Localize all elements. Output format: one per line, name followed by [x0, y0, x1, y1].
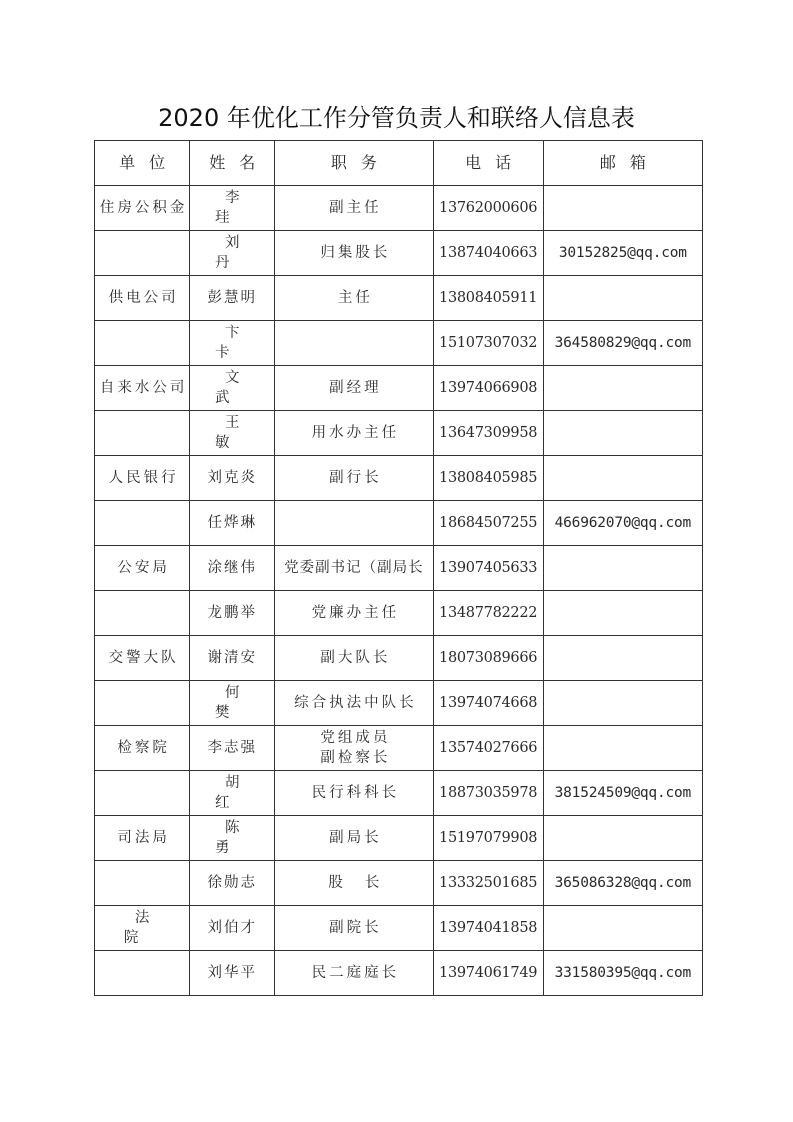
cell-unit — [95, 591, 190, 636]
cell-email — [543, 726, 702, 771]
cell-email — [543, 906, 702, 951]
table-row — [95, 501, 703, 546]
cell-name: 陈勇 — [190, 816, 275, 861]
cell-title: 副经理 — [275, 366, 433, 411]
cell-phone: 13647309958 — [433, 411, 543, 456]
cell-title: 副大队长 — [275, 636, 433, 681]
cell-phone: 13808405985 — [433, 456, 543, 501]
cell-title: 归集股长 — [275, 231, 433, 276]
cell-phone: 13974074668 — [433, 681, 543, 726]
cell-email: 30152825@qq.com — [543, 231, 702, 276]
cell-email: 331580395@qq.com — [543, 951, 702, 996]
cell-unit — [95, 951, 190, 996]
cell-title: 民二庭庭长 — [275, 951, 433, 996]
cell-unit: 住房公积金 — [95, 186, 190, 231]
table-row — [95, 636, 703, 681]
table-row — [95, 591, 703, 636]
cell-email — [543, 681, 702, 726]
cell-email — [543, 546, 702, 591]
header-name: 姓名 — [190, 141, 275, 186]
cell-title: 副行长 — [275, 456, 433, 501]
table-row — [95, 186, 703, 231]
table-row — [95, 726, 703, 771]
cell-name: 刘华平 — [190, 951, 275, 996]
cell-title-multiline — [275, 726, 433, 771]
table-row — [95, 771, 703, 816]
cell-phone: 13574027666 — [433, 726, 543, 771]
cell-phone: 13974041858 — [433, 906, 543, 951]
cell-title: 综合执法中队长 — [275, 681, 433, 726]
cell-name: 文武 — [190, 366, 275, 411]
contact-info-table — [94, 140, 703, 996]
table-row — [95, 861, 703, 906]
cell-unit — [95, 501, 190, 546]
cell-unit — [95, 771, 190, 816]
cell-phone: 13762000606 — [433, 186, 543, 231]
cell-email — [543, 186, 702, 231]
cell-name: 胡红 — [190, 771, 275, 816]
cell-name: 任烨琳 — [190, 501, 275, 546]
cell-name: 何樊 — [190, 681, 275, 726]
cell-email — [543, 366, 702, 411]
cell-phone: 13332501685 — [433, 861, 543, 906]
cell-phone: 13874040663 — [433, 231, 543, 276]
cell-phone: 13808405911 — [433, 276, 543, 321]
cell-phone: 13487782222 — [433, 591, 543, 636]
cell-name: 刘克炎 — [190, 456, 275, 501]
header-unit: 单位 — [95, 141, 190, 186]
document-title: 2020 年优化工作分管负责人和联络人信息表 — [158, 104, 635, 132]
table-row — [95, 456, 703, 501]
table-body — [95, 186, 703, 996]
cell-title — [275, 501, 433, 546]
cell-phone: 18684507255 — [433, 501, 543, 546]
table-row — [95, 276, 703, 321]
cell-title: 党委副书记（副局长 — [275, 546, 433, 591]
cell-unit: 法院 — [95, 906, 190, 951]
cell-title: 副院长 — [275, 906, 433, 951]
table-row — [95, 231, 703, 276]
cell-title: 主任 — [275, 276, 433, 321]
cell-unit: 交警大队 — [95, 636, 190, 681]
cell-name: 龙鹏举 — [190, 591, 275, 636]
cell-email — [543, 636, 702, 681]
cell-phone: 18873035978 — [433, 771, 543, 816]
table-row — [95, 906, 703, 951]
cell-email — [543, 456, 702, 501]
cell-name: 彭慧明 — [190, 276, 275, 321]
cell-title: 用水办主任 — [275, 411, 433, 456]
table-row — [95, 951, 703, 996]
cell-phone: 13974061749 — [433, 951, 543, 996]
cell-unit: 人民银行 — [95, 456, 190, 501]
cell-phone: 13974066908 — [433, 366, 543, 411]
table-row — [95, 321, 703, 366]
cell-email — [543, 816, 702, 861]
cell-title: 党廉办主任 — [275, 591, 433, 636]
cell-title: 副局长 — [275, 816, 433, 861]
cell-unit — [95, 411, 190, 456]
cell-email — [543, 411, 702, 456]
cell-unit: 检察院 — [95, 726, 190, 771]
cell-email: 466962070@qq.com — [543, 501, 702, 546]
cell-phone: 13907405633 — [433, 546, 543, 591]
cell-name: 刘丹 — [190, 231, 275, 276]
table-row — [95, 366, 703, 411]
cell-name: 王敏 — [190, 411, 275, 456]
cell-title — [275, 321, 433, 366]
title-line-1: 党组成员 — [320, 730, 391, 746]
cell-phone: 18073089666 — [433, 636, 543, 681]
cell-unit: 公安局 — [95, 546, 190, 591]
cell-phone: 15107307032 — [433, 321, 543, 366]
table-row — [95, 681, 703, 726]
cell-name: 谢清安 — [190, 636, 275, 681]
cell-email: 381524509@qq.com — [543, 771, 702, 816]
cell-unit — [95, 321, 190, 366]
header-title: 职务 — [275, 141, 433, 186]
cell-name: 李珪 — [190, 186, 275, 231]
header-email: 邮箱 — [543, 141, 702, 186]
cell-name: 徐勋志 — [190, 861, 275, 906]
cell-name: 卞卡 — [190, 321, 275, 366]
cell-email — [543, 591, 702, 636]
cell-unit: 供电公司 — [95, 276, 190, 321]
cell-name: 刘伯才 — [190, 906, 275, 951]
cell-unit — [95, 861, 190, 906]
cell-unit — [95, 231, 190, 276]
cell-unit: 司法局 — [95, 816, 190, 861]
cell-title: 股长 — [275, 861, 433, 906]
table-row — [95, 816, 703, 861]
table-row — [95, 411, 703, 456]
cell-unit: 自来水公司 — [95, 366, 190, 411]
table-header-row — [95, 141, 703, 186]
cell-email: 365086328@qq.com — [543, 861, 702, 906]
title-line-2: 副检察长 — [320, 750, 391, 766]
cell-phone: 15197079908 — [433, 816, 543, 861]
cell-title: 副主任 — [275, 186, 433, 231]
header-phone: 电话 — [433, 141, 543, 186]
cell-name: 涂继伟 — [190, 546, 275, 591]
cell-name: 李志强 — [190, 726, 275, 771]
cell-email — [543, 276, 702, 321]
cell-unit — [95, 681, 190, 726]
table-row — [95, 546, 703, 591]
cell-title: 民行科科长 — [275, 771, 433, 816]
cell-email: 364580829@qq.com — [543, 321, 702, 366]
